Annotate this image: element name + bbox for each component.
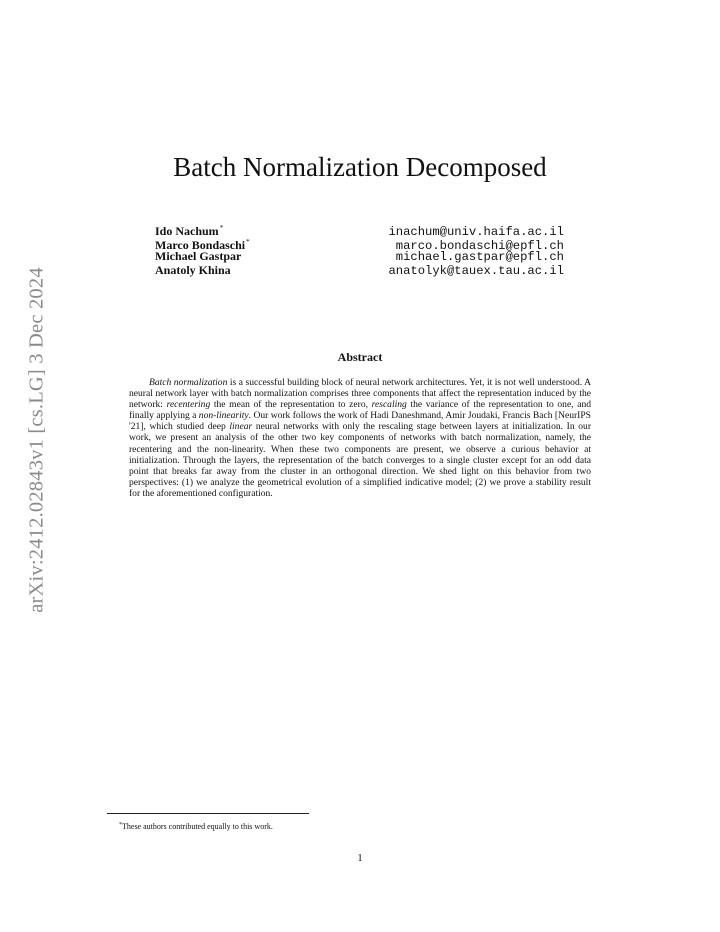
abstract-heading: Abstract: [337, 350, 383, 364]
paper-title: Batch Normalization Decomposed: [173, 152, 547, 182]
author-row: [155, 249, 564, 263]
author-email: inachum@univ.haifa.ac.il: [388, 225, 564, 239]
author-block: [155, 221, 564, 277]
author-row: [155, 263, 564, 277]
author-name: Anatoly Khina: [155, 263, 231, 277]
author-email: marco.bondaschi@epfl.ch: [395, 239, 564, 253]
footnote-mark: *: [119, 822, 122, 828]
arxiv-identifier-stamp: arXiv:2412.02843v1 [cs.LG] 3 Dec 2024: [25, 267, 48, 613]
author-name: Marco Bondaschi*: [155, 238, 250, 252]
footnote: [119, 820, 273, 832]
author-row: [155, 221, 564, 239]
footnote-text: These authors contributed equally to this work.: [122, 822, 273, 831]
abstract-text: Batch normalization is a successful building block of neural network architectures. Yet, it is not well understood. A neural network layer with batch normalization comprises three components that affect the representation induced by the network: recentering the mean of the representation to zero, rescaling the variance of the representation to one, and finally applying a non-linearity. Our work follows the work of Hadi Daneshmand, Amir Joudaki, Francis Bach [NeurIPS '21], which studied deep linear neural networks with only the rescaling stage between layers at initialization. In our work, we present an analysis of the other two key components of networks with batch normalization, namely, the recentering and the non-linearity. When these two components are present, we observe a curious behavior at initialization. Through the layers, the representation of the batch converges to a single cluster except for an odd data point that breaks far away from the cluster in an orthogonal direction. We shed light on this behavior from two perspectives: (1) we analyze the geometrical evolution of a simplified indicative model; (2) we prove a stability result for the aforementioned configuration.: [129, 377, 591, 499]
page-number: 1: [357, 853, 363, 864]
author-email: michael.gastpar@epfl.ch: [395, 250, 564, 264]
footnote-divider: [107, 813, 309, 814]
equal-contribution-mark: *: [219, 224, 224, 232]
author-name: Ido Nachum*: [155, 224, 224, 238]
author-email: anatolyk@tauex.tau.ac.il: [388, 264, 564, 278]
equal-contribution-mark: *: [246, 238, 250, 246]
author-name: Michael Gastpar: [155, 249, 242, 263]
